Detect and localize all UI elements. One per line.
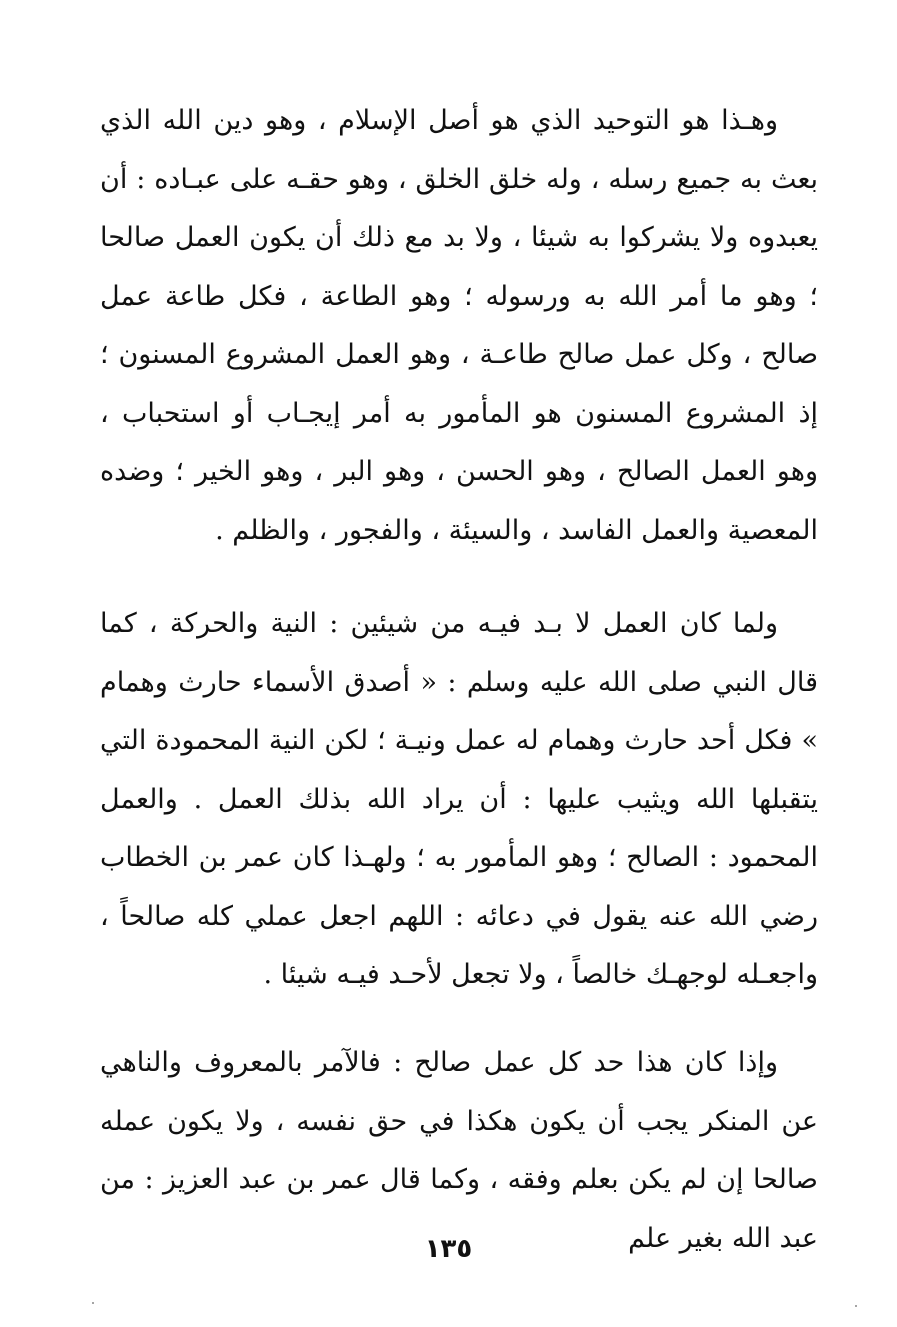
paragraph-intention-and-action xyxy=(100,595,818,1005)
paragraph-tawhid xyxy=(100,92,818,560)
paragraph-text: وهـذا هو التوحيد الذي هو أصل الإسلام ، وهو دين الله الذي بعث به جميع رسله ، وله خلق الخلق ، وهو حقـه على عبـاده : أن يعبدوه ولا يشركوا به شيئا ، ولا بد مع ذلك أن يكون العمل صالحا ؛ وهو ما أمر الله به ورسوله ؛ وهو الطاعة ، فكل طاعة عمل صالح ، وكل عمل صالح طاعـة ، وهو العمل المشروع المسنون ؛ إذ المشروع المسنون هو المأمور به أمر إيجـاب أو استحباب ، وهو العمل الصالح ، وهو الحسن ، وهو البر ، وهو الخير ؛ وضده المعصية والعمل الفاسد ، والسيئة ، والفجور ، والظلم . xyxy=(100,105,818,546)
page-number: ١٣٥ xyxy=(424,1234,473,1264)
paragraph-enjoining-good xyxy=(100,1034,818,1268)
scan-speck xyxy=(92,1302,94,1304)
paragraph-text: ولما كان العمل لا بـد فيـه من شيئين : النية والحركة ، كما قال النبي صلى الله عليه وسلم : « أصدق الأسماء حارث وهمام » فكل أحد حارث وهمام له عمل ونيـة ؛ لكن النية المحمودة التي يتقبلها الله ويثيب عليها : أن يراد الله بذلك العمل . والعمل المحمود : الصالح ؛ وهو المأمور به ؛ ولهـذا كان عمر بن الخطاب رضي الله عنه يقول في دعائه : اللهم اجعل عملي كله صالحاً ، واجعـله لوجهـك خالصاً ، ولا تجعل لأحـد فيـه شيئا . xyxy=(100,608,818,990)
paragraph-text: وإذا كان هذا حد كل عمل صالح : فالآمر بالمعروف والناهي عن المنكر يجب أن يكون هكذا في حق نفسه ، ولا يكون عمله صالحا إن لم يكن بعلم وفقه ، وكما قال عمر بن عبد العزيز : من عبد الله بغير علم xyxy=(100,1047,818,1254)
scan-speck xyxy=(855,1305,857,1307)
